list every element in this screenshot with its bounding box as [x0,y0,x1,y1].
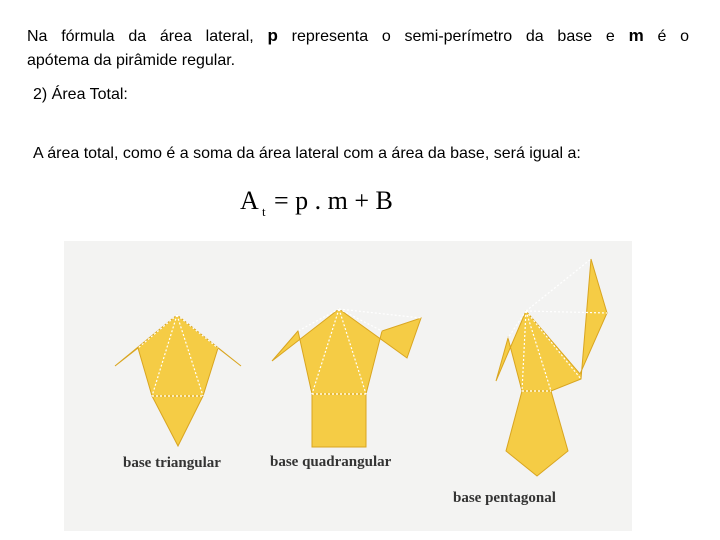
variable-p: p [267,26,278,45]
base-face [506,391,568,476]
base-face [152,396,203,446]
pyramid-nets-figure [64,241,632,531]
net-pentagonal-base [496,259,607,476]
formula-symbol: A [240,186,259,215]
total-area-sentence: A área total, como é a soma da área lateral com a área da base, será igual a: [33,145,581,162]
formula-subscript: t [262,204,266,219]
fold-line [526,259,591,311]
base-face [312,394,366,447]
net-triangular-base [115,315,241,446]
net-quadrangular-base [272,309,421,447]
caption-quadrangular: base quadrangular [270,454,392,470]
lateral-faces [115,315,241,396]
caption-pentagonal: base pentagonal [453,490,556,506]
paragraph-text: é o [643,28,690,45]
variable-m: m [628,26,644,45]
paragraph-line-2: apótema da pirâmide regular. [27,52,236,69]
paragraph-text: representa o semi-perímetro da base e [277,28,629,45]
lateral-area-paragraph [27,24,689,73]
paragraph-text: Na fórmula da área lateral, [27,28,268,45]
fold-line [339,309,421,318]
formula-expression: = p . m + B [274,186,393,215]
pyramid-nets-drawing [64,241,632,531]
section-heading: 2) Área Total: [33,86,128,103]
lateral-faces [496,259,607,391]
caption-triangular: base triangular [123,455,221,471]
paragraph-line-1 [27,24,689,49]
lateral-faces [272,309,421,394]
